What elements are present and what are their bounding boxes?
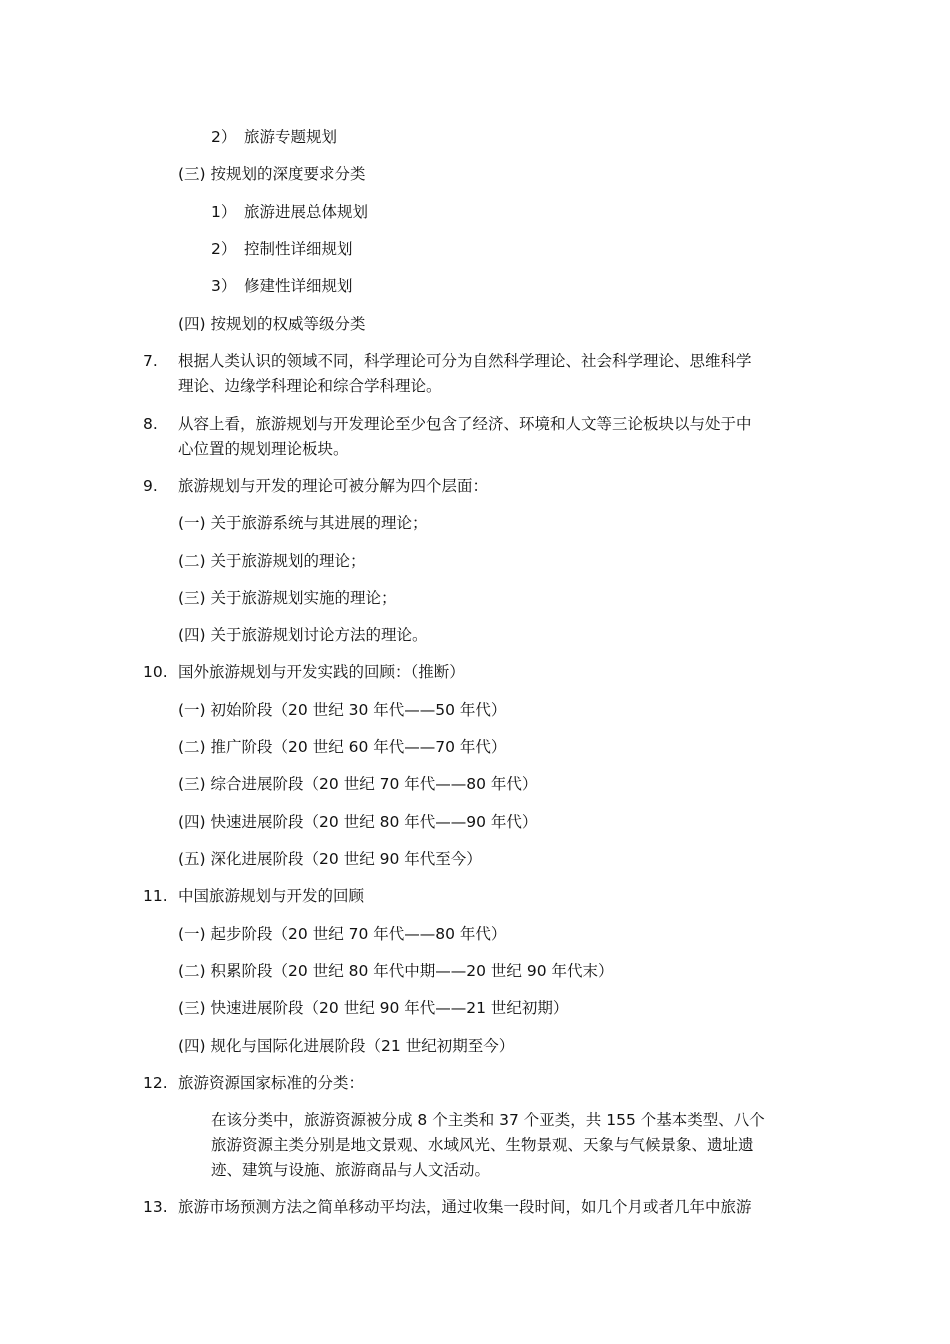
list-item [178,699,506,721]
item-text: 积累阶段（20 世纪 80 年代中期——20 世纪 90 年代末） [210,962,614,980]
item-text: 快速进展阶段（20 世纪 80 年代——90 年代） [210,813,538,831]
item-text: 从容上看，旅游规划与开发理论至少包含了经济、环境和人文等三论板块以与处于中 [178,415,752,433]
list-item [178,960,614,982]
paragraph-line: 在该分类中，旅游资源被分成 8 个主类和 37 个亚类，共 155 个基本类型、八个 [211,1111,765,1129]
item-marker: (四) [178,813,206,831]
list-item [178,512,428,534]
item-text: 修建性详细规划 [244,277,353,295]
item-marker: (四) [178,1037,206,1055]
item-marker: (一) [178,701,206,719]
item-text: 旅游资源国家标准的分类： [178,1074,365,1092]
item-marker: (四) [178,315,206,333]
item-text: 旅游专题规划 [244,128,338,146]
list-item [178,1035,514,1057]
item-marker: (三) [178,999,206,1017]
item-text: 初始阶段（20 世纪 30 年代——50 年代） [210,701,507,719]
item-text: 旅游进展总体规划 [244,203,369,221]
item-text: 根据人类认识的领域不同，科学理论可分为自然科学理论、社会科学理论、思维科学 [178,352,752,370]
item-number: 7. [143,352,158,370]
item-text: 综合进展阶段（20 世纪 70 年代——80 年代） [210,775,538,793]
item-marker: (三) [178,165,206,183]
list-item [211,126,337,148]
list-item [178,736,506,758]
item-number: 11. [143,887,168,905]
item-text: 关于旅游规划实施的理论； [210,589,397,607]
item-text: 推广阶段（20 世纪 60 年代——70 年代） [210,738,507,756]
item-marker: 1） [211,203,237,221]
list-item [178,624,428,646]
list-item [178,313,366,335]
list-item [178,811,537,833]
list-item [178,550,366,572]
item-number: 10. [143,663,168,681]
item-marker: 2） [211,240,237,258]
item-marker: (五) [178,850,206,868]
item-text: 按规划的深度要求分类 [210,165,366,183]
item-text-continued: 理论、边缘学科理论和综合学科理论。 [178,377,442,395]
item-number: 8. [143,415,158,433]
item-text: 按规划的权威等级分类 [210,315,366,333]
list-item [178,848,482,870]
item-text-continued: 心位置的规划理论板块。 [178,440,349,458]
list-item [178,163,366,185]
item-text: 中国旅游规划与开发的回顾 [178,887,365,905]
item-text: 国外旅游规划与开发实践的回顾：（推断） [178,663,465,681]
list-item [211,275,353,297]
item-text: 起步阶段（20 世纪 70 年代——80 年代） [210,925,507,943]
item-marker: (四) [178,626,206,644]
item-marker: 3） [211,277,237,295]
item-number: 9. [143,477,158,495]
item-marker: (二) [178,552,206,570]
item-text: 关于旅游规划的理论； [210,552,366,570]
paragraph-line: 迹、建筑与设施、旅游商品与人文活动。 [211,1161,491,1179]
list-item [178,997,568,1019]
item-marker: (一) [178,514,206,532]
item-text: 快速进展阶段（20 世纪 90 年代——21 世纪初期） [210,999,569,1017]
list-item [211,201,368,223]
item-text: 旅游市场预测方法之简单移动平均法，通过收集一段时间，如几个月或者几年中旅游 [178,1198,752,1216]
item-text: 控制性详细规划 [244,240,353,258]
list-item [211,238,353,260]
item-marker: (二) [178,738,206,756]
list-item [178,587,397,609]
item-marker: (二) [178,962,206,980]
item-marker: (三) [178,589,206,607]
list-item [178,773,537,795]
item-number: 13. [143,1198,168,1216]
item-text: 规化与国际化进展阶段（21 世纪初期至今） [210,1037,515,1055]
item-number: 12. [143,1074,168,1092]
item-marker: 2） [211,128,237,146]
item-marker: (三) [178,775,206,793]
paragraph-line: 旅游资源主类分别是地文景观、水域风光、生物景观、天象与气候景象、遗址遗 [211,1136,754,1154]
list-item [178,923,506,945]
item-text: 深化进展阶段（20 世纪 90 年代至今） [210,850,482,868]
item-text: 关于旅游规划讨论方法的理论。 [210,626,428,644]
item-text: 关于旅游系统与其进展的理论； [210,514,428,532]
item-marker: (一) [178,925,206,943]
item-text: 旅游规划与开发的理论可被分解为四个层面： [178,477,489,495]
